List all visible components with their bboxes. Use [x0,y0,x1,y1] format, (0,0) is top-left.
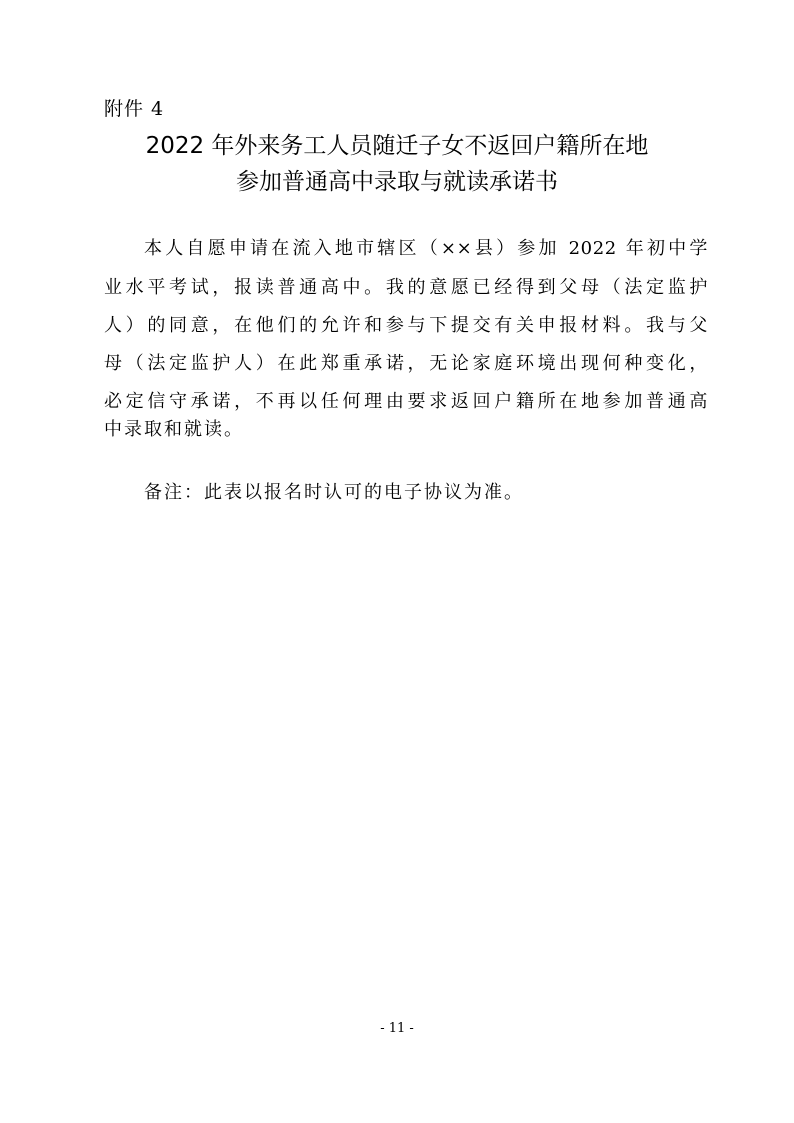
paragraph-line: 业水平考试，报读普通高中。我的意愿已经得到父母（法定监护 [104,277,708,298]
page-number: - 11 - [380,1021,414,1036]
paragraph-line: 人）的同意，在他们的允许和参与下提交有关申报材料。我与父 [104,315,708,336]
paragraph-line: 必定信守承诺，不再以任何理由要求返回户籍所在地参加普通高 [104,391,708,412]
paragraph-line: 中录取和就读。 [104,419,244,440]
remark-note: 备注：此表以报名时认可的电子协议为准。 [144,482,524,503]
attachment-label: 附件 4 [104,98,165,120]
paragraph-line: 本人自愿申请在流入地市辖区（××县）参加 2022 年初中学 [144,238,708,259]
document-title-line-2: 参加普通高中录取与就读承诺书 [236,169,558,195]
document-title-line-1: 2022 年外来务工人员随迁子女不返回户籍所在地 [145,133,649,159]
paragraph-line: 母（法定监护人）在此郑重承诺，无论家庭环境出现何种变化， [104,353,708,374]
